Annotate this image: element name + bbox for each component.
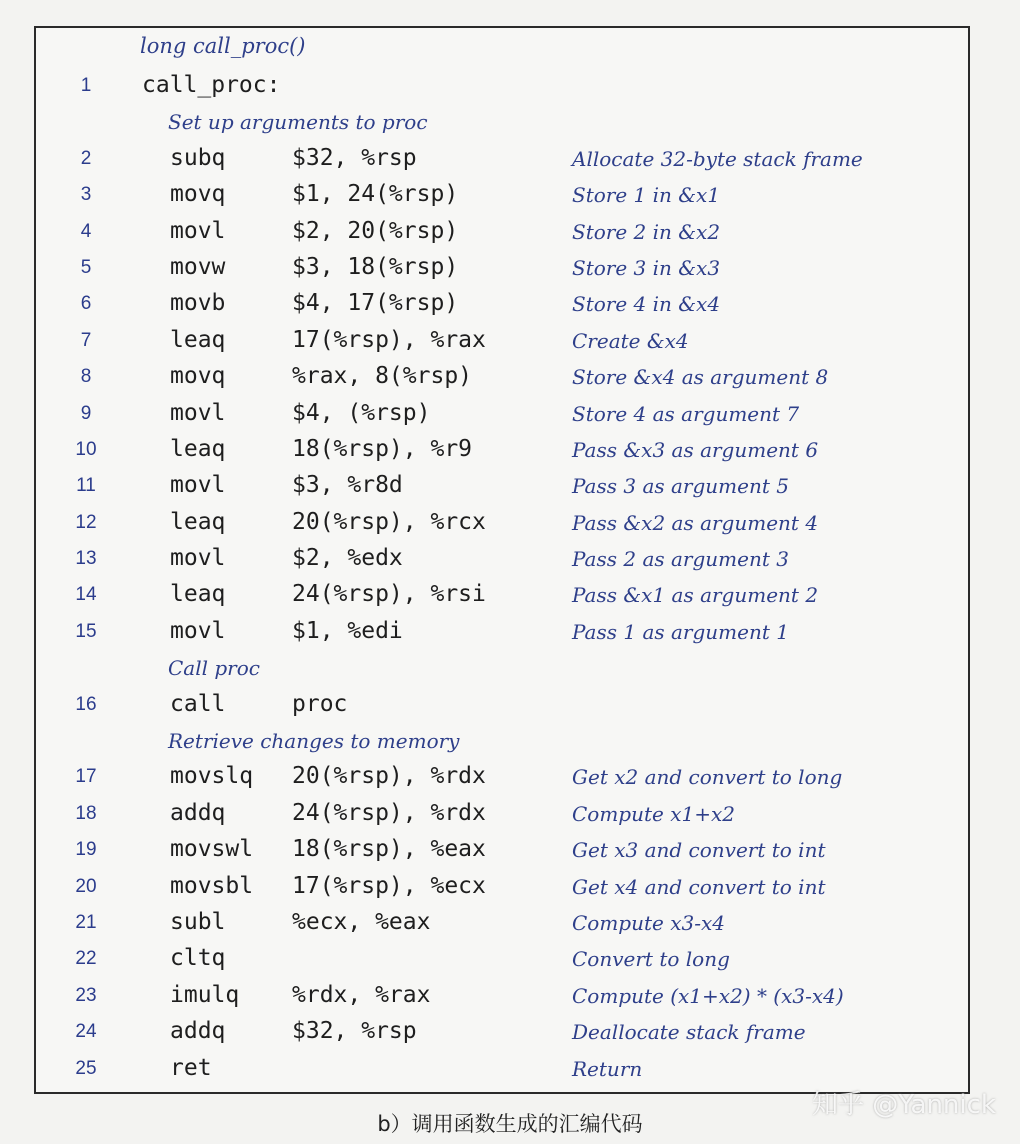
code-label: call_proc: — [142, 72, 281, 98]
line-number: 19 — [75, 839, 97, 861]
instruction-operands: 24(%rsp), %rsi — [292, 581, 486, 608]
line-number: 9 — [80, 402, 92, 424]
instruction-mnemonic: imulq — [170, 981, 240, 1008]
instruction-mnemonic: leaq — [170, 508, 226, 535]
section-comment-line — [0, 104, 1020, 140]
instruction-operands: $1, 24(%rsp) — [292, 181, 459, 208]
code-line — [0, 468, 1020, 504]
line-number: 13 — [75, 548, 97, 570]
line-number: 24 — [75, 1021, 97, 1043]
line-number: 21 — [75, 911, 97, 933]
section-comment: Retrieve changes to memory — [168, 729, 460, 754]
instruction-comment: Compute x3-x4 — [572, 910, 725, 935]
line-number: 8 — [80, 366, 92, 388]
instruction-operands: %ecx, %eax — [292, 908, 431, 935]
instruction-mnemonic: movq — [170, 363, 226, 390]
section-comment: Set up arguments to proc — [168, 110, 428, 135]
instruction-comment: Pass 3 as argument 5 — [572, 474, 789, 499]
instruction-comment: Pass &x3 as argument 6 — [572, 437, 819, 462]
instruction-comment: Get x2 and convert to long — [572, 765, 843, 790]
instruction-mnemonic: movq — [170, 181, 226, 208]
line-number: 15 — [75, 620, 97, 642]
instruction-comment: Store 1 in &x1 — [572, 183, 721, 208]
instruction-operands: 17(%rsp), %rax — [292, 326, 486, 353]
line-number: 12 — [75, 511, 97, 533]
instruction-mnemonic: leaq — [170, 435, 226, 462]
instruction-comment: Pass &x2 as argument 4 — [572, 510, 819, 535]
code-line — [0, 796, 1020, 832]
line-number: 2 — [80, 147, 92, 169]
section-comment-line — [0, 723, 1020, 759]
instruction-operands: $2, %edx — [292, 545, 403, 572]
code-line — [0, 250, 1020, 286]
watermark: 知乎 @Yannick — [811, 1090, 996, 1120]
instruction-comment: Pass 2 as argument 3 — [572, 547, 789, 572]
instruction-mnemonic: ret — [170, 1054, 212, 1081]
instruction-operands: $32, %rsp — [292, 144, 417, 171]
instruction-mnemonic: cltq — [170, 945, 226, 972]
instruction-mnemonic: call — [170, 690, 226, 717]
line-number: 17 — [75, 766, 97, 788]
code-line — [0, 141, 1020, 177]
instruction-operands: $4, 17(%rsp) — [292, 290, 459, 317]
line-number: 4 — [80, 220, 92, 242]
code-line — [0, 286, 1020, 322]
code-line — [0, 396, 1020, 432]
code-line — [0, 614, 1020, 650]
instruction-mnemonic: addq — [170, 1018, 226, 1045]
instruction-comment: Get x3 and convert to int — [572, 838, 826, 863]
instruction-operands: proc — [292, 690, 348, 717]
line-number: 11 — [76, 475, 96, 497]
code-line — [0, 832, 1020, 868]
instruction-operands: $4, (%rsp) — [292, 399, 431, 426]
instruction-comment: Store 2 in &x2 — [572, 219, 721, 244]
line-number: 10 — [75, 438, 97, 460]
line-number: 25 — [75, 1057, 97, 1079]
code-line — [0, 177, 1020, 213]
figure-caption: b）调用函数生成的汇编代码 — [377, 1112, 643, 1136]
line-number: 18 — [75, 802, 97, 824]
instruction-comment: Create &x4 — [572, 328, 689, 353]
instruction-operands: $3, 18(%rsp) — [292, 253, 459, 280]
instruction-mnemonic: movl — [170, 472, 226, 499]
instruction-comment: Store 3 in &x3 — [572, 255, 721, 280]
instruction-operands: 18(%rsp), %r9 — [292, 435, 473, 462]
instruction-mnemonic: leaq — [170, 581, 226, 608]
code-line — [0, 432, 1020, 468]
line-number: 6 — [80, 293, 92, 315]
instruction-mnemonic: movslq — [170, 763, 254, 790]
instruction-mnemonic: movw — [170, 253, 226, 280]
instruction-operands: $2, 20(%rsp) — [292, 217, 459, 244]
line-number: 20 — [75, 875, 97, 897]
line-number: 14 — [75, 584, 97, 606]
code-line — [0, 68, 1020, 104]
instruction-mnemonic: movl — [170, 617, 226, 644]
instruction-operands: 20(%rsp), %rdx — [292, 763, 486, 790]
instruction-mnemonic: subq — [170, 144, 226, 171]
section-comment-line — [0, 650, 1020, 686]
instruction-comment: Store 4 in &x4 — [572, 292, 721, 317]
instruction-operands: 24(%rsp), %rdx — [292, 799, 486, 826]
code-line — [0, 687, 1020, 723]
instruction-operands: %rdx, %rax — [292, 981, 431, 1008]
instruction-operands: %rax, 8(%rsp) — [292, 363, 473, 390]
line-number: 5 — [80, 256, 92, 278]
instruction-mnemonic: addq — [170, 799, 226, 826]
line-number: 1 — [80, 75, 92, 96]
instruction-operands: $1, %edi — [292, 617, 403, 644]
instruction-operands: 17(%rsp), %ecx — [292, 872, 486, 899]
line-number: 16 — [75, 693, 97, 715]
code-line — [0, 505, 1020, 541]
line-number: 22 — [75, 948, 97, 970]
instruction-comment: Store 4 as argument 7 — [572, 401, 800, 426]
code-line — [0, 941, 1020, 977]
code-line — [0, 759, 1020, 795]
instruction-mnemonic: leaq — [170, 326, 226, 353]
instruction-comment: Deallocate stack frame — [572, 1020, 806, 1045]
section-comment: Call proc — [168, 656, 260, 681]
instruction-mnemonic: movswl — [170, 836, 254, 863]
instruction-comment: Compute x1+x2 — [572, 801, 735, 826]
code-line — [0, 323, 1020, 359]
instruction-mnemonic: movl — [170, 545, 226, 572]
instruction-comment: Get x4 and convert to int — [572, 874, 826, 899]
code-line — [0, 541, 1020, 577]
code-line — [0, 978, 1020, 1014]
instruction-comment: Store &x4 as argument 8 — [572, 365, 829, 390]
instruction-comment: Pass 1 as argument 1 — [572, 619, 789, 644]
code-line — [0, 1051, 1020, 1087]
code-line — [0, 869, 1020, 905]
code-lines — [0, 68, 1020, 1087]
instruction-comment: Allocate 32-byte stack frame — [572, 146, 863, 171]
line-number: 7 — [80, 329, 92, 351]
instruction-operands: $3, %r8d — [292, 472, 403, 499]
instruction-comment: Compute (x1+x2) * (x3-x4) — [572, 983, 844, 1008]
code-line — [0, 1014, 1020, 1050]
code-line — [0, 577, 1020, 613]
line-number: 23 — [75, 984, 97, 1006]
instruction-mnemonic: movsbl — [170, 872, 254, 899]
instruction-operands: 18(%rsp), %eax — [292, 836, 486, 863]
instruction-mnemonic: movb — [170, 290, 226, 317]
instruction-comment: Pass &x1 as argument 2 — [572, 583, 819, 608]
instruction-comment: Return — [572, 1056, 643, 1081]
code-line — [0, 905, 1020, 941]
line-number: 3 — [80, 184, 92, 206]
instruction-mnemonic: movl — [170, 399, 226, 426]
instruction-mnemonic: movl — [170, 217, 226, 244]
function-signature: long call_proc() — [140, 34, 306, 58]
instruction-operands: 20(%rsp), %rcx — [292, 508, 486, 535]
instruction-mnemonic: subl — [170, 908, 226, 935]
instruction-operands: $32, %rsp — [292, 1018, 417, 1045]
code-line — [0, 214, 1020, 250]
code-line — [0, 359, 1020, 395]
instruction-comment: Convert to long — [572, 947, 730, 972]
